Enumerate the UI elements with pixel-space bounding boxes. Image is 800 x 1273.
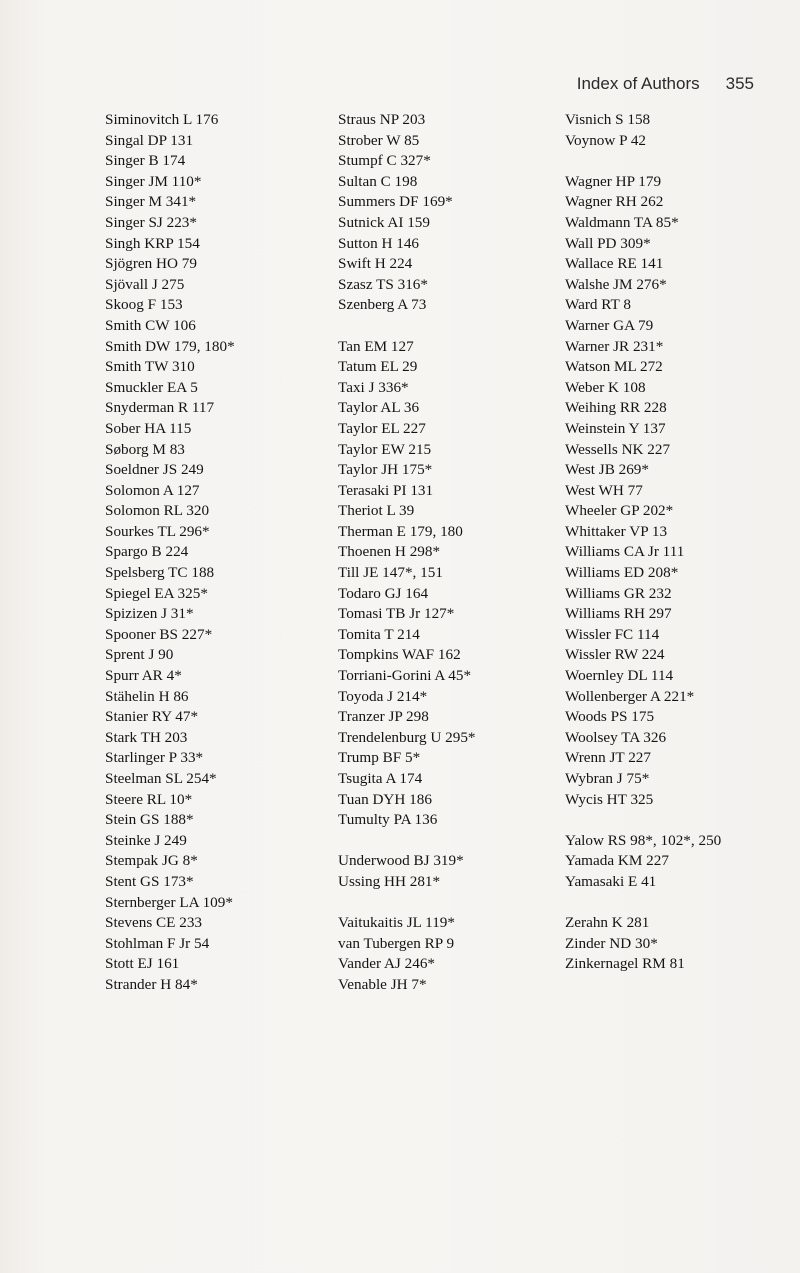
- index-entry: Taylor AL 36: [338, 399, 420, 417]
- index-entry: Wissler RW 224: [565, 646, 665, 664]
- index-entry: Spizizen J 31*: [105, 605, 194, 623]
- letter-gap: [565, 151, 795, 172]
- index-entry: Vander AJ 246*: [338, 955, 436, 973]
- index-entry: Weihing RR 228: [565, 399, 667, 417]
- letter-gap: [338, 316, 558, 337]
- index-entry: Søborg M 83: [105, 440, 185, 458]
- index-entry: Williams GR 232: [565, 584, 672, 602]
- index-entry: Tomasi TB Jr 127*: [338, 605, 455, 623]
- index-entry: Yamasaki E 41: [565, 872, 657, 890]
- index-column-3: [565, 110, 795, 975]
- index-entry: Sultan C 198: [338, 172, 418, 190]
- index-entry: Wagner RH 262: [565, 193, 664, 211]
- index-column-1: [105, 110, 330, 996]
- index-entry: Smuckler EA 5: [105, 378, 198, 396]
- index-entry: Spargo B 224: [105, 543, 189, 561]
- index-entry: Watson ML 272: [565, 358, 663, 376]
- index-entry: Williams CA Jr 111: [565, 543, 685, 561]
- index-entry: Wollenberger A 221*: [565, 687, 695, 705]
- index-entry: Steinke J 249: [105, 831, 187, 849]
- index-entry: Wycis HT 325: [565, 790, 654, 808]
- index-entry: Therman E 179, 180: [338, 522, 463, 540]
- index-entry: Thoenen H 298*: [338, 543, 441, 561]
- index-entry: Sutton H 146: [338, 234, 420, 252]
- index-entry: Skoog F 153: [105, 296, 183, 314]
- index-entry: Sprent J 90: [105, 646, 174, 664]
- index-entry: Yalow RS 98*, 102*, 250: [565, 831, 722, 849]
- index-entry: Voynow P 42: [565, 131, 647, 149]
- index-entry: Trendelenburg U 295*: [338, 728, 476, 746]
- index-entry: Tomita T 214: [338, 625, 420, 643]
- index-entry: Sjögren HO 79: [105, 255, 197, 273]
- index-entry: Wybran J 75*: [565, 770, 650, 787]
- index-entry: Tatum EL 29: [338, 358, 418, 376]
- index-entry: Woolsey TA 326: [565, 728, 667, 746]
- index-entry: Strober W 85: [338, 131, 420, 149]
- index-entry: Wissler FC 114: [565, 625, 660, 643]
- index-entry: Wrenn JT 227: [565, 749, 651, 767]
- index-entry: Zinkernagel RM 81: [565, 955, 685, 973]
- index-entry: Taylor JH 175*: [338, 461, 433, 479]
- index-entry: Singh KRP 154: [105, 234, 200, 252]
- index-entry: Stumpf C 327*: [338, 152, 431, 170]
- index-entry: Venable JH 7*: [338, 975, 427, 993]
- index-entry: Zinder ND 30*: [565, 934, 658, 952]
- index-entry: Taylor EL 227: [338, 419, 426, 437]
- index-entry: Tranzer JP 298: [338, 708, 429, 726]
- index-entry: Singer JM 110*: [105, 172, 202, 190]
- index-entry: Spelsberg TC 188: [105, 564, 215, 582]
- section-title: Index of Authors: [576, 74, 700, 93]
- index-entry: Starlinger P 33*: [105, 749, 204, 767]
- index-entry: Snyderman R 117: [105, 399, 215, 417]
- index-entry: Stähelin H 86: [105, 687, 189, 705]
- letter-gap: [338, 893, 558, 914]
- index-entry: Waldmann TA 85*: [565, 213, 679, 231]
- index-entry: Stott EJ 161: [105, 955, 180, 973]
- index-entry: Wall PD 309*: [565, 234, 651, 252]
- index-entry: Terasaki PI 131: [338, 481, 434, 499]
- index-entry: Woods PS 175: [565, 708, 655, 726]
- index-entry: Sternberger LA 109*: [105, 893, 233, 911]
- index-entry: Whittaker VP 13: [565, 522, 668, 540]
- index-entry: Stanier RY 47*: [105, 708, 199, 726]
- index-entry: Smith CW 106: [105, 316, 196, 334]
- index-entry: Spurr AR 4*: [105, 667, 182, 685]
- index-entry: Straus NP 203: [338, 111, 426, 128]
- page-number: 355: [725, 74, 754, 93]
- index-entry: Solomon RL 320: [105, 502, 210, 520]
- index-entry: Tan EM 127: [338, 337, 414, 355]
- index-entry: Williams RH 297: [565, 605, 672, 623]
- letter-gap: [565, 893, 795, 914]
- index-entry: Siminovitch L 176: [105, 111, 219, 128]
- index-entry: Stohlman F Jr 54: [105, 934, 210, 952]
- index-entry: Tsugita A 174: [338, 770, 423, 787]
- index-entry: Visnich S 158: [565, 111, 651, 128]
- index-entry: Stark TH 203: [105, 728, 188, 746]
- index-entry: Ussing HH 281*: [338, 872, 441, 890]
- index-entry: Woernley DL 114: [565, 667, 674, 685]
- letter-gap: [565, 810, 795, 831]
- index-entry: Ward RT 8: [565, 296, 631, 314]
- index-entry: Warner JR 231*: [565, 337, 664, 355]
- index-entry: Weber K 108: [565, 378, 646, 396]
- index-entry: Walshe JM 276*: [565, 275, 667, 293]
- index-entry: Taylor EW 215: [338, 440, 432, 458]
- index-entry: Wagner HP 179: [565, 172, 662, 190]
- index-entry: Szenberg A 73: [338, 296, 427, 314]
- index-entry: Stein GS 188*: [105, 811, 194, 829]
- index-entry: West JB 269*: [565, 461, 649, 479]
- index-column-2: [338, 110, 558, 996]
- index-entry: Stent GS 173*: [105, 872, 194, 890]
- index-entry: Singal DP 131: [105, 131, 194, 149]
- index-entry: Soeldner JS 249: [105, 461, 204, 479]
- index-entry: Vaitukaitis JL 119*: [338, 914, 455, 932]
- index-entry: Solomon A 127: [105, 481, 200, 499]
- index-entry: Williams ED 208*: [565, 564, 679, 582]
- index-entry: Theriot L 39: [338, 502, 415, 520]
- index-entry: Wessells NK 227: [565, 440, 671, 458]
- index-entry: Taxi J 336*: [338, 378, 409, 396]
- index-entry: Tumulty PA 136: [338, 811, 438, 829]
- page-header: [577, 74, 754, 94]
- index-entry: Singer B 174: [105, 152, 186, 170]
- index-entry: Wallace RE 141: [565, 255, 664, 273]
- index-entry: West WH 77: [565, 481, 643, 499]
- index-entry: Szasz TS 316*: [338, 275, 428, 293]
- index-entry: Stempak JG 8*: [105, 852, 198, 870]
- index-entry: Steelman SL 254*: [105, 770, 217, 787]
- index-entry: Sober HA 115: [105, 419, 192, 437]
- index-entry: Underwood BJ 319*: [338, 852, 464, 870]
- index-entry: Todaro GJ 164: [338, 584, 429, 602]
- index-entry: Smith TW 310: [105, 358, 195, 376]
- letter-gap: [338, 831, 558, 852]
- index-entry: Steere RL 10*: [105, 790, 193, 808]
- index-entry: Sutnick AI 159: [338, 213, 430, 231]
- index-entry: Tompkins WAF 162: [338, 646, 461, 664]
- index-entry: Wheeler GP 202*: [565, 502, 674, 520]
- index-entry: Swift H 224: [338, 255, 413, 273]
- index-entry: Till JE 147*, 151: [338, 564, 443, 582]
- index-entry: Warner GA 79: [565, 316, 654, 334]
- index-entry: Sjövall J 275: [105, 275, 185, 293]
- index-entry: Torriani-Gorini A 45*: [338, 667, 472, 685]
- index-entry: Zerahn K 281: [565, 914, 650, 932]
- index-entry: Singer SJ 223*: [105, 213, 197, 231]
- index-entry: van Tubergen RP 9: [338, 934, 455, 952]
- index-entry: Weinstein Y 137: [565, 419, 666, 437]
- index-entry: Sourkes TL 296*: [105, 522, 210, 540]
- index-entry: Spiegel EA 325*: [105, 584, 208, 602]
- index-entry: Singer M 341*: [105, 193, 197, 211]
- index-entry: Spooner BS 227*: [105, 625, 213, 643]
- index-entry: Stevens CE 233: [105, 914, 203, 932]
- index-entry: Strander H 84*: [105, 975, 198, 993]
- index-entry: Tuan DYH 186: [338, 790, 432, 808]
- index-entry: Yamada KM 227: [565, 852, 669, 870]
- index-entry: Summers DF 169*: [338, 193, 453, 211]
- index-entry: Toyoda J 214*: [338, 687, 428, 705]
- index-entry: Smith DW 179, 180*: [105, 337, 235, 355]
- index-entry: Trump BF 5*: [338, 749, 421, 767]
